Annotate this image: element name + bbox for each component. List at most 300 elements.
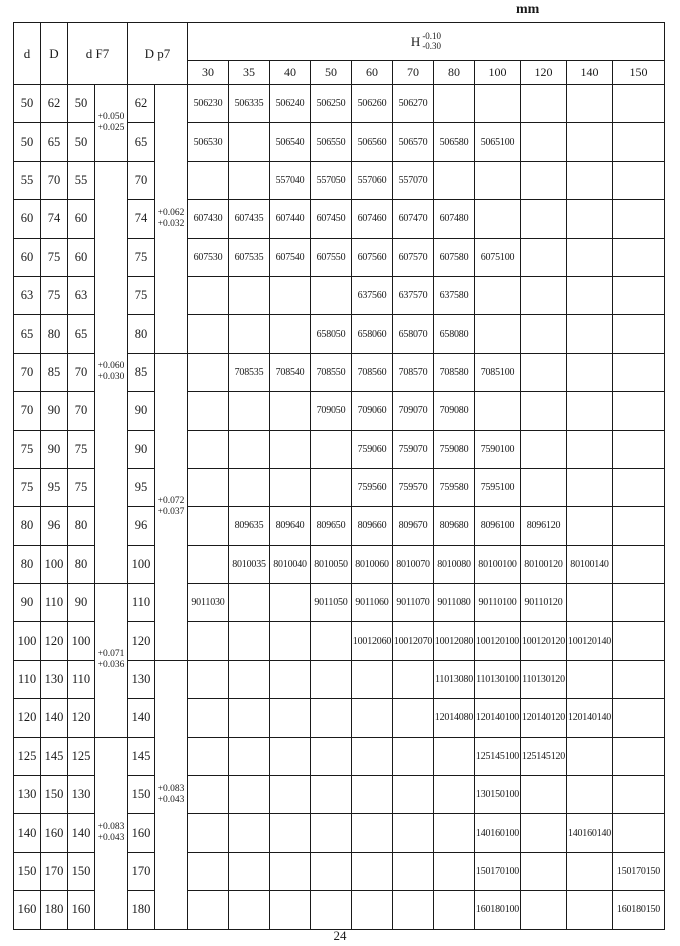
- size-cell: 506530: [188, 123, 229, 161]
- size-cell: 506335: [229, 85, 270, 123]
- size-cell: [270, 699, 311, 737]
- size-cell: 9011080: [434, 584, 475, 622]
- cell-d: 90: [14, 584, 41, 622]
- size-cell: 8010035: [229, 545, 270, 583]
- size-cell: [270, 660, 311, 698]
- size-cell: 9011070: [393, 584, 434, 622]
- size-cell: 506570: [393, 123, 434, 161]
- cell-dF7-value: 75: [68, 468, 95, 506]
- size-cell: 7595100: [475, 468, 521, 506]
- size-cell: 8096100: [475, 507, 521, 545]
- cell-dF7-value: 160: [68, 891, 95, 929]
- size-cell: 759570: [393, 468, 434, 506]
- size-cell: [270, 852, 311, 890]
- header-size-100: 100: [475, 61, 521, 85]
- cell-d: 160: [14, 891, 41, 929]
- size-cell: 80100120: [521, 545, 567, 583]
- size-cell: 140160100: [475, 814, 521, 852]
- size-cell: 607550: [311, 238, 352, 276]
- size-cell: 120140120: [521, 699, 567, 737]
- header-size-120: 120: [521, 61, 567, 85]
- size-cell: 506230: [188, 85, 229, 123]
- size-cell: 658080: [434, 315, 475, 353]
- p7-tolerance-lower: +0.037: [157, 506, 185, 517]
- cell-Dp7-value: 100: [128, 545, 155, 583]
- size-cell: 150170100: [475, 852, 521, 890]
- size-cell: 80100100: [475, 545, 521, 583]
- size-cell: 809660: [352, 507, 393, 545]
- size-cell: 709060: [352, 392, 393, 430]
- size-cell: 120140140: [567, 699, 613, 737]
- header-size-150: 150: [613, 61, 665, 85]
- size-cell: [521, 392, 567, 430]
- size-cell: 637570: [393, 276, 434, 314]
- cell-dF7-value: 140: [68, 814, 95, 852]
- size-cell: [270, 891, 311, 929]
- size-cell: [229, 430, 270, 468]
- cell-D: 130: [41, 660, 68, 698]
- cell-d: 80: [14, 545, 41, 583]
- size-cell: [352, 699, 393, 737]
- size-cell: [475, 161, 521, 199]
- cell-Dp7-value: 62: [128, 85, 155, 123]
- size-cell: [475, 200, 521, 238]
- size-cell: 8010060: [352, 545, 393, 583]
- size-cell: [613, 353, 665, 391]
- table-body: [14, 85, 665, 930]
- cell-d: 150: [14, 852, 41, 890]
- size-cell: [521, 238, 567, 276]
- cell-D: 170: [41, 852, 68, 890]
- cell-D: 85: [41, 353, 68, 391]
- size-cell: 9011050: [311, 584, 352, 622]
- size-cell: [311, 776, 352, 814]
- size-cell: [270, 276, 311, 314]
- cell-d: 63: [14, 276, 41, 314]
- size-cell: [188, 699, 229, 737]
- cell-dF7-value: 63: [68, 276, 95, 314]
- cell-Dp7-value: 96: [128, 507, 155, 545]
- cell-D: 160: [41, 814, 68, 852]
- table-header: [14, 23, 665, 85]
- p7-tolerance-lower: +0.043: [157, 794, 185, 805]
- size-cell: [270, 468, 311, 506]
- size-cell: [229, 468, 270, 506]
- header-size-140: 140: [567, 61, 613, 85]
- size-cell: 759560: [352, 468, 393, 506]
- size-cell: 557040: [270, 161, 311, 199]
- size-cell: [613, 392, 665, 430]
- size-cell: [270, 430, 311, 468]
- size-cell: [311, 468, 352, 506]
- size-cell: [613, 507, 665, 545]
- size-cell: [567, 315, 613, 353]
- size-cell: [352, 660, 393, 698]
- size-cell: 130150100: [475, 776, 521, 814]
- size-cell: [393, 776, 434, 814]
- size-cell: 12014080: [434, 699, 475, 737]
- cell-D: 90: [41, 392, 68, 430]
- cell-D: 95: [41, 468, 68, 506]
- cell-dF7-value: 60: [68, 200, 95, 238]
- size-cell: 607540: [270, 238, 311, 276]
- size-cell: [567, 123, 613, 161]
- size-cell: [521, 123, 567, 161]
- cell-d: 125: [14, 737, 41, 775]
- size-cell: [229, 776, 270, 814]
- size-cell: [311, 814, 352, 852]
- size-cell: 10012080: [434, 622, 475, 660]
- size-cell: [352, 814, 393, 852]
- cell-d: 65: [14, 315, 41, 353]
- size-cell: [311, 699, 352, 737]
- header-size-50: 50: [311, 61, 352, 85]
- size-cell: [188, 776, 229, 814]
- size-cell: 10012060: [352, 622, 393, 660]
- size-cell: [475, 276, 521, 314]
- size-cell: 10012070: [393, 622, 434, 660]
- cell-dF7-value: 90: [68, 584, 95, 622]
- header-size-70: 70: [393, 61, 434, 85]
- size-cell: 8010040: [270, 545, 311, 583]
- size-cell: [521, 430, 567, 468]
- size-cell: [311, 660, 352, 698]
- size-cell: [521, 776, 567, 814]
- size-cell: [229, 315, 270, 353]
- size-cell: [229, 584, 270, 622]
- size-cell: [434, 776, 475, 814]
- size-cell: 759060: [352, 430, 393, 468]
- cell-D: 75: [41, 276, 68, 314]
- size-cell: [311, 891, 352, 929]
- size-cell: [613, 276, 665, 314]
- size-cell: [229, 660, 270, 698]
- size-cell: 708550: [311, 353, 352, 391]
- size-cell: [352, 891, 393, 929]
- f7-tolerance-upper: +0.071: [97, 649, 125, 660]
- size-cell: [521, 315, 567, 353]
- size-cell: [188, 468, 229, 506]
- size-cell: [188, 353, 229, 391]
- cell-d: 50: [14, 123, 41, 161]
- cell-Dp7-value: 170: [128, 852, 155, 890]
- size-cell: [567, 468, 613, 506]
- dimension-table: [13, 22, 665, 930]
- size-cell: [434, 891, 475, 929]
- size-cell: [434, 161, 475, 199]
- size-cell: [613, 85, 665, 123]
- cell-D: 100: [41, 545, 68, 583]
- size-cell: [521, 85, 567, 123]
- size-cell: 607480: [434, 200, 475, 238]
- cell-Dp7-value: 90: [128, 392, 155, 430]
- size-cell: 100120140: [567, 622, 613, 660]
- cell-d: 75: [14, 468, 41, 506]
- size-cell: [567, 392, 613, 430]
- p7-tolerance-upper: +0.072: [157, 495, 185, 506]
- size-cell: 9011030: [188, 584, 229, 622]
- f7-tolerance-cell: [95, 161, 128, 583]
- size-cell: [567, 353, 613, 391]
- size-cell: [188, 814, 229, 852]
- h-tolerance-stack: [422, 32, 441, 51]
- f7-tolerance-cell: [95, 737, 128, 929]
- size-cell: 506260: [352, 85, 393, 123]
- size-cell: [270, 776, 311, 814]
- h-upper-deviation: -0.10: [422, 31, 442, 41]
- cell-dF7-value: 70: [68, 392, 95, 430]
- size-cell: [613, 200, 665, 238]
- size-cell: [567, 85, 613, 123]
- size-cell: 8010080: [434, 545, 475, 583]
- size-cell: [229, 392, 270, 430]
- size-cell: 80100140: [567, 545, 613, 583]
- size-cell: [521, 852, 567, 890]
- cell-D: 75: [41, 238, 68, 276]
- cell-Dp7-value: 75: [128, 238, 155, 276]
- size-cell: 160180150: [613, 891, 665, 929]
- cell-d: 140: [14, 814, 41, 852]
- header-size-60: 60: [352, 61, 393, 85]
- size-cell: 607560: [352, 238, 393, 276]
- size-cell: 607435: [229, 200, 270, 238]
- size-cell: 557070: [393, 161, 434, 199]
- size-cell: [229, 891, 270, 929]
- size-cell: 607470: [393, 200, 434, 238]
- size-cell: [311, 852, 352, 890]
- unit-label: mm: [516, 2, 540, 17]
- cell-d: 60: [14, 238, 41, 276]
- cell-dF7-value: 50: [68, 123, 95, 161]
- cell-Dp7-value: 150: [128, 776, 155, 814]
- size-cell: 557060: [352, 161, 393, 199]
- size-cell: [567, 737, 613, 775]
- cell-Dp7-value: 160: [128, 814, 155, 852]
- size-cell: [229, 699, 270, 737]
- header-dF7: d F7: [68, 23, 128, 85]
- cell-D: 180: [41, 891, 68, 929]
- page-number: 24: [333, 928, 347, 943]
- size-cell: 809650: [311, 507, 352, 545]
- size-cell: [188, 891, 229, 929]
- cell-D: 70: [41, 161, 68, 199]
- size-cell: 7590100: [475, 430, 521, 468]
- size-cell: [613, 699, 665, 737]
- header-size-30: 30: [188, 61, 229, 85]
- cell-d: 75: [14, 430, 41, 468]
- size-cell: 759070: [393, 430, 434, 468]
- size-cell: 90110100: [475, 584, 521, 622]
- f7-tolerance-cell: [95, 85, 128, 162]
- header-row-main: [14, 23, 665, 61]
- size-cell: 506250: [311, 85, 352, 123]
- size-cell: [229, 123, 270, 161]
- cell-dF7-value: 65: [68, 315, 95, 353]
- size-cell: [613, 776, 665, 814]
- size-cell: 708535: [229, 353, 270, 391]
- cell-dF7-value: 55: [68, 161, 95, 199]
- size-cell: [613, 660, 665, 698]
- size-cell: 607530: [188, 238, 229, 276]
- size-cell: 708540: [270, 353, 311, 391]
- f7-tolerance-lower: +0.036: [97, 660, 125, 671]
- header-D: D: [41, 23, 68, 85]
- size-cell: [567, 200, 613, 238]
- size-cell: [311, 737, 352, 775]
- size-cell: [567, 891, 613, 929]
- cell-D: 65: [41, 123, 68, 161]
- size-cell: [521, 891, 567, 929]
- size-cell: 506540: [270, 123, 311, 161]
- size-cell: [188, 430, 229, 468]
- cell-Dp7-value: 70: [128, 161, 155, 199]
- size-cell: [613, 430, 665, 468]
- size-cell: 125145120: [521, 737, 567, 775]
- f7-tolerance-cell: [95, 584, 128, 738]
- size-cell: 709080: [434, 392, 475, 430]
- size-cell: 5065100: [475, 123, 521, 161]
- size-cell: [311, 276, 352, 314]
- size-cell: [567, 430, 613, 468]
- size-cell: 709070: [393, 392, 434, 430]
- f7-tolerance-upper: +0.060: [97, 361, 125, 372]
- size-cell: 607440: [270, 200, 311, 238]
- table-row: [14, 85, 665, 123]
- size-cell: [475, 392, 521, 430]
- header-size-40: 40: [270, 61, 311, 85]
- cell-dF7-value: 120: [68, 699, 95, 737]
- size-cell: [613, 622, 665, 660]
- cell-D: 145: [41, 737, 68, 775]
- cell-Dp7-value: 130: [128, 660, 155, 698]
- size-cell: 658070: [393, 315, 434, 353]
- size-cell: [188, 545, 229, 583]
- size-cell: [270, 814, 311, 852]
- cell-Dp7-value: 75: [128, 276, 155, 314]
- size-cell: [613, 545, 665, 583]
- size-cell: [188, 737, 229, 775]
- cell-dF7-value: 125: [68, 737, 95, 775]
- size-cell: [521, 353, 567, 391]
- size-cell: [188, 276, 229, 314]
- size-cell: 8010070: [393, 545, 434, 583]
- f7-tolerance-lower: +0.030: [97, 372, 125, 383]
- size-cell: 557050: [311, 161, 352, 199]
- size-cell: 506240: [270, 85, 311, 123]
- size-cell: 607430: [188, 200, 229, 238]
- cell-D: 80: [41, 315, 68, 353]
- size-cell: [393, 660, 434, 698]
- cell-dF7-value: 130: [68, 776, 95, 814]
- size-cell: [567, 238, 613, 276]
- cell-dF7-value: 110: [68, 660, 95, 698]
- size-cell: [613, 315, 665, 353]
- cell-Dp7-value: 65: [128, 123, 155, 161]
- size-cell: 709050: [311, 392, 352, 430]
- size-cell: 11013080: [434, 660, 475, 698]
- f7-tolerance-upper: +0.083: [97, 822, 125, 833]
- cell-D: 110: [41, 584, 68, 622]
- size-cell: 658060: [352, 315, 393, 353]
- size-cell: [270, 315, 311, 353]
- cell-dF7-value: 75: [68, 430, 95, 468]
- cell-Dp7-value: 110: [128, 584, 155, 622]
- cell-dF7-value: 80: [68, 545, 95, 583]
- f7-tolerance-lower: +0.025: [97, 122, 125, 133]
- size-cell: 506550: [311, 123, 352, 161]
- cell-Dp7-value: 120: [128, 622, 155, 660]
- size-cell: [475, 85, 521, 123]
- size-cell: 100120100: [475, 622, 521, 660]
- size-cell: [229, 737, 270, 775]
- size-cell: 759580: [434, 468, 475, 506]
- table-row: [14, 737, 665, 775]
- size-cell: 506560: [352, 123, 393, 161]
- size-cell: 100120120: [521, 622, 567, 660]
- cell-d: 100: [14, 622, 41, 660]
- h-lower-deviation: -0.30: [422, 40, 442, 51]
- size-cell: 9011060: [352, 584, 393, 622]
- size-cell: 809640: [270, 507, 311, 545]
- size-cell: [567, 776, 613, 814]
- cell-D: 150: [41, 776, 68, 814]
- size-cell: 637560: [352, 276, 393, 314]
- cell-dF7-value: 150: [68, 852, 95, 890]
- size-cell: 125145100: [475, 737, 521, 775]
- cell-dF7-value: 60: [68, 238, 95, 276]
- cell-Dp7-value: 80: [128, 315, 155, 353]
- size-cell: [393, 852, 434, 890]
- size-cell: [311, 622, 352, 660]
- size-cell: 607580: [434, 238, 475, 276]
- size-cell: 110130100: [475, 660, 521, 698]
- header-size-35: 35: [229, 61, 270, 85]
- size-cell: 809670: [393, 507, 434, 545]
- size-cell: 120140100: [475, 699, 521, 737]
- size-cell: [229, 161, 270, 199]
- cell-D: 140: [41, 699, 68, 737]
- size-cell: [188, 161, 229, 199]
- size-cell: [521, 814, 567, 852]
- size-cell: [188, 660, 229, 698]
- size-cell: [188, 392, 229, 430]
- size-cell: [270, 584, 311, 622]
- p7-tolerance-lower: +0.032: [157, 218, 185, 229]
- cell-Dp7-value: 140: [128, 699, 155, 737]
- size-cell: [567, 276, 613, 314]
- size-cell: [567, 660, 613, 698]
- size-cell: 8010050: [311, 545, 352, 583]
- size-cell: [229, 852, 270, 890]
- size-cell: 607450: [311, 200, 352, 238]
- size-cell: 607535: [229, 238, 270, 276]
- size-cell: [434, 852, 475, 890]
- cell-Dp7-value: 95: [128, 468, 155, 506]
- p7-tolerance-cell: [155, 85, 188, 354]
- size-cell: [434, 737, 475, 775]
- size-cell: 160180100: [475, 891, 521, 929]
- size-cell: [613, 814, 665, 852]
- p7-tolerance-upper: +0.083: [157, 783, 185, 794]
- cell-dF7-value: 50: [68, 85, 95, 123]
- cell-d: 55: [14, 161, 41, 199]
- cell-d: 110: [14, 660, 41, 698]
- size-cell: [393, 737, 434, 775]
- size-cell: 506270: [393, 85, 434, 123]
- header-H-tolerance: [188, 23, 665, 61]
- size-cell: [521, 276, 567, 314]
- size-cell: 607460: [352, 200, 393, 238]
